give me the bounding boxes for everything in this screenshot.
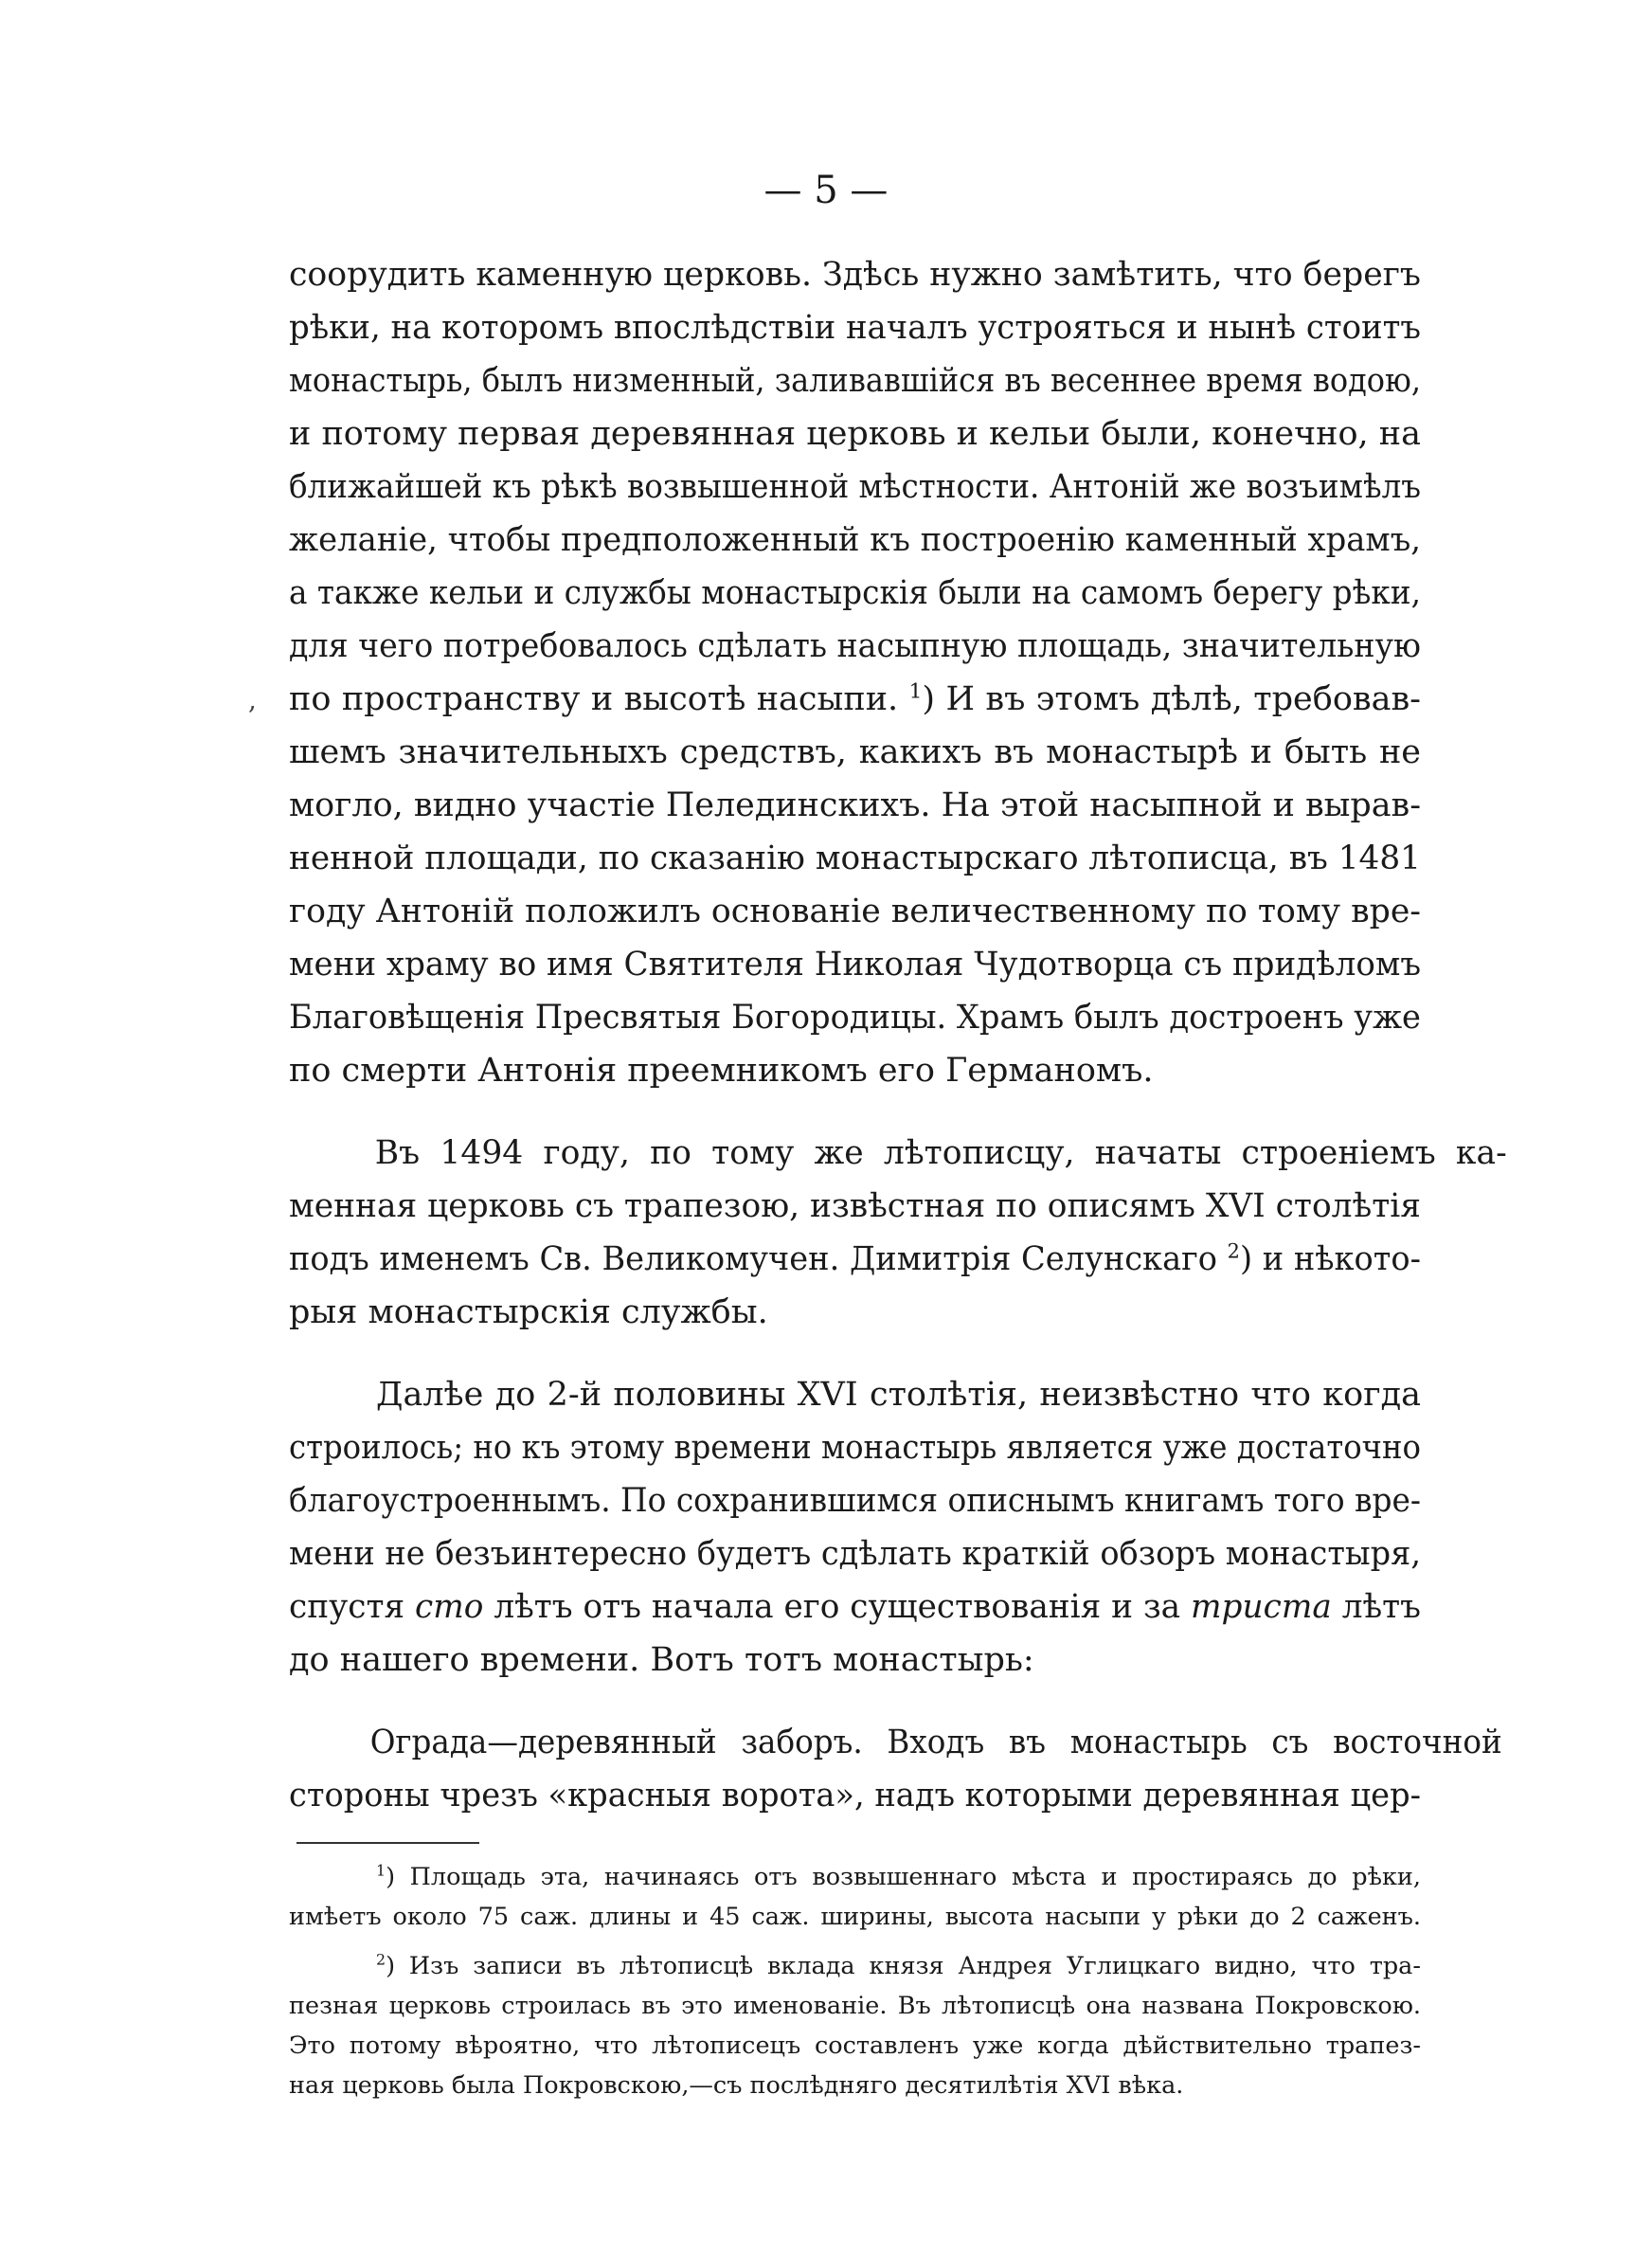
text-line: строилось; но къ этому времени монастырь является уже достаточно — [289, 1429, 1421, 1467]
paragraph-3 — [289, 1368, 1421, 1687]
text-line: Ограда—деревянный заборъ. Входъ въ монастырь съ восточной — [369, 1724, 1502, 1761]
text-line: и потому первая деревянная церковь и кельи были, конечно, на — [289, 415, 1421, 453]
text-line: рѣки, на которомъ впослѣдствіи началъ устрояться и нынѣ стоитъ — [289, 309, 1421, 347]
text-segment: ) И въ этомъ дѣлѣ, требовав- — [922, 680, 1421, 718]
footnote-marker: 1 — [376, 1861, 386, 1880]
text-line — [289, 673, 1421, 726]
text-line: по смерти Антонія преемникомъ его Германомъ. — [289, 1052, 1154, 1090]
text-line: году Антоній положилъ основаніе величественному по тому вре- — [289, 893, 1421, 930]
text-line: рыя монастырскія службы. — [289, 1293, 768, 1331]
text-segment: ) Площадь эта, начинаясь отъ возвышеннаго мѣста и простираясь до рѣки, — [386, 1863, 1421, 1891]
footnote-line — [289, 1946, 1421, 1986]
text-line: а также кельи и службы монастырскія были на самомъ берегу рѣки, — [289, 574, 1421, 612]
paragraph-4 — [289, 1716, 1502, 1822]
text-line: желаніе, чтобы предположенный къ построенію каменный храмъ, — [289, 521, 1421, 559]
text-line: соорудить каменную церковь. Здѣсь нужно замѣтить, что берегъ — [289, 256, 1421, 294]
footnote-line: имѣетъ около 75 саж. длины и 45 саж. ширины, высота насыпи у рѣки до 2 саженъ. — [289, 1903, 1421, 1931]
footnote-divider — [296, 1842, 479, 1844]
text-line: до нашего времени. Вотъ тотъ монастырь: — [289, 1641, 1034, 1679]
text-segment: ) Изъ записи въ лѣтописцѣ вклада князя Андрея Углицкаго видно, что тра- — [386, 1952, 1421, 1980]
text-line — [289, 1233, 1421, 1286]
text-line: могло, видно участіе Пелединскихъ. На этой насыпной и вырав- — [289, 786, 1421, 824]
footnote-line — [289, 1857, 1421, 1897]
paragraph-1 — [289, 248, 1421, 1097]
text-line: для чего потребовалось сдѣлать насыпную площадь, значительную — [289, 627, 1421, 665]
text-line: ближайшей къ рѣкѣ возвышенной мѣстности. Антоній же возъимѣлъ — [289, 468, 1421, 506]
text-line: ненной площади, по сказанію монастырскаго лѣтописца, въ 1481 — [289, 840, 1421, 877]
footnote-2 — [289, 1946, 1421, 2105]
text-segment: спустя — [289, 1588, 416, 1626]
text-line: мени храму во имя Святителя Николая Чудотворца съ придѣломъ — [289, 946, 1421, 984]
text-line: стороны чрезъ «красныя ворота», надъ которыми деревянная цер- — [289, 1777, 1421, 1815]
text-line: Благовѣщенія Пресвятыя Богородицы. Храмъ былъ достроенъ уже — [289, 999, 1421, 1037]
footnote-1 — [289, 1857, 1421, 1937]
text-line: мени не безъинтересно будетъ сдѣлать краткій обзоръ монастыря, — [289, 1535, 1421, 1573]
margin-mark: , — [248, 684, 257, 715]
footnote-ref-2[interactable]: 2 — [1227, 1239, 1240, 1264]
footnote-line: Это потому вѣроятно, что лѣтописецъ составленъ уже когда дѣйствительно трапез- — [289, 2031, 1421, 2060]
text-line — [289, 1580, 1421, 1634]
footnotes — [289, 1857, 1421, 2105]
main-text — [289, 248, 1507, 1822]
page-number: — 5 — — [763, 169, 889, 212]
text-line: Далѣе до 2-й половины XVI столѣтія, неизвѣстно что когда — [376, 1376, 1421, 1414]
footnote-ref-1[interactable]: 1 — [908, 679, 923, 704]
text-line: менная церковь съ трапезою, извѣстная по описямъ XVI столѣтія — [289, 1187, 1421, 1225]
text-segment: подъ именемъ Св. Великомучен. Димитрія Селунскаго — [289, 1240, 1217, 1278]
paragraph-2 — [289, 1127, 1507, 1339]
footnote-line: ная церковь была Покровскою,—съ послѣдняго десятилѣтія XVI вѣка. — [289, 2071, 1184, 2100]
text-segment: лѣтъ — [1331, 1588, 1421, 1626]
text-line: шемъ значительныхъ средствъ, какихъ въ монастырѣ и быть не — [289, 733, 1421, 771]
text-line: монастырь, былъ низменный, заливавшійся въ весеннее время водою, — [289, 362, 1421, 400]
text-line: благоустроеннымъ. По сохранившимся описнымъ книгамъ того вре- — [289, 1482, 1421, 1520]
footnote-line: пезная церковь строилась въ это именованіе. Въ лѣтописцѣ она названа Покровскою. — [289, 1992, 1421, 2020]
text-segment: лѣтъ отъ начала его существованія и за — [483, 1588, 1192, 1626]
text-line: Въ 1494 году, по тому же лѣтописцу, начаты строеніемъ ка- — [374, 1134, 1507, 1172]
text-segment: ) и нѣкото- — [1239, 1240, 1421, 1278]
emphasis-text: сто — [415, 1588, 484, 1626]
emphasis-text: триста — [1191, 1588, 1332, 1626]
footnote-marker: 2 — [376, 1950, 386, 1969]
text-segment: по пространству и высотѣ насыпи. — [289, 680, 899, 718]
